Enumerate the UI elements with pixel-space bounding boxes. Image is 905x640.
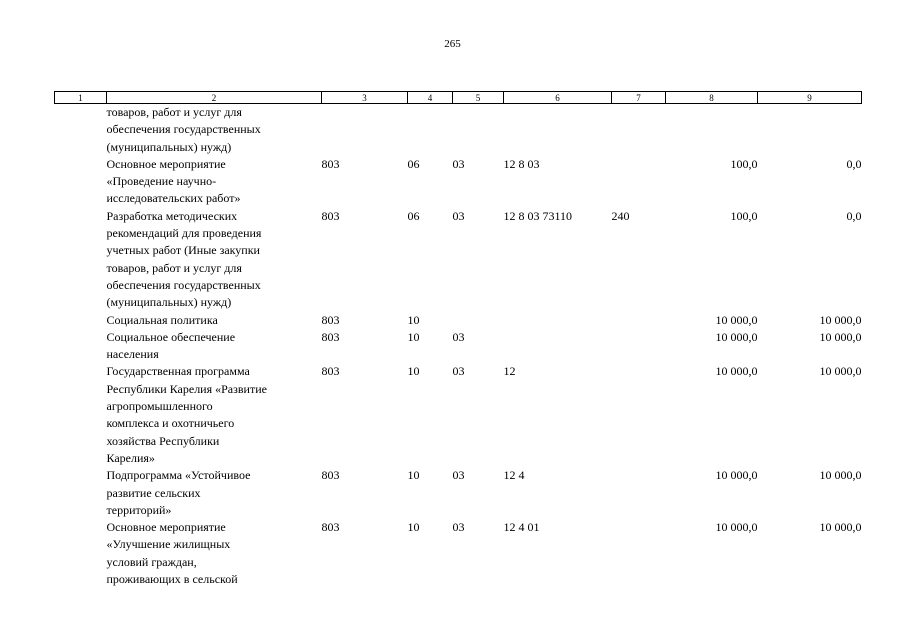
table-row — [55, 104, 862, 156]
cell-section — [408, 104, 453, 156]
cell-subsection: 03 — [452, 208, 465, 223]
cell-c1 — [55, 104, 107, 156]
cell-c1 — [55, 329, 107, 364]
cell-amount-col8: 10 000,0 — [715, 520, 758, 535]
row-name: Разработка методических рекомендаций для проведения учетных работ (Иные закупки товаров, работ и услуг для обеспечения государственных (муниципальных) нужд) — [106, 208, 262, 310]
cell-c1 — [55, 363, 107, 467]
cell-c1 — [55, 156, 107, 208]
cell-target-article: 12 8 03 — [503, 156, 540, 171]
page-number: 265 — [444, 38, 461, 50]
table-row — [55, 208, 862, 312]
cell-ministry-code: 803 — [321, 156, 340, 171]
cell-subsection: 03 — [452, 329, 465, 344]
table-row — [55, 329, 862, 364]
cell-c1 — [55, 467, 107, 519]
table-row — [55, 363, 862, 467]
cell-section: 10 — [407, 312, 420, 327]
cell-target-article: 12 4 — [503, 468, 525, 483]
column-header: 9 — [758, 92, 862, 104]
cell-target-article — [504, 329, 612, 364]
cell-expense-type — [612, 156, 666, 208]
cell-amount-col9: 10 000,0 — [819, 329, 862, 344]
cell-expense-type — [612, 467, 666, 519]
cell-section: 10 — [407, 329, 420, 344]
cell-ministry-code: 803 — [321, 520, 340, 535]
cell-c1 — [55, 312, 107, 329]
cell-target-article: 12 — [503, 364, 516, 379]
row-name: Социальное обеспечение населения — [106, 329, 236, 362]
row-name: Подпрограмма «Устойчивое развитие сельских территорий» — [106, 468, 251, 517]
cell-expense-type — [612, 312, 666, 329]
cell-amount-col8: 10 000,0 — [715, 329, 758, 344]
row-name: Социальная политика — [106, 312, 218, 327]
cell-amount-col9: 10 000,0 — [819, 520, 862, 535]
cell-subsection — [453, 312, 504, 329]
column-number-row — [55, 92, 862, 104]
cell-amount-col8: 100,0 — [730, 208, 758, 223]
cell-amount-col9 — [758, 104, 862, 156]
column-header: 7 — [612, 92, 666, 104]
cell-amount-col8: 10 000,0 — [715, 364, 758, 379]
cell-amount-col9: 10 000,0 — [819, 364, 862, 379]
cell-ministry-code: 803 — [321, 329, 340, 344]
column-header: 6 — [504, 92, 612, 104]
column-header: 5 — [453, 92, 504, 104]
column-header: 2 — [107, 92, 322, 104]
cell-section: 10 — [407, 468, 420, 483]
cell-ministry-code: 803 — [321, 364, 340, 379]
table-row — [55, 467, 862, 519]
cell-amount-col9: 10 000,0 — [819, 312, 862, 327]
cell-expense-type — [612, 329, 666, 364]
table-body — [55, 104, 862, 589]
cell-target-article — [504, 104, 612, 156]
cell-ministry-code: 803 — [321, 312, 340, 327]
cell-expense-type — [612, 519, 666, 588]
cell-expense-type — [612, 104, 666, 156]
cell-ministry-code: 803 — [321, 468, 340, 483]
cell-subsection: 03 — [452, 520, 465, 535]
cell-section: 10 — [407, 520, 420, 535]
table-row — [55, 519, 862, 588]
cell-amount-col8: 10 000,0 — [715, 312, 758, 327]
cell-c1 — [55, 208, 107, 312]
cell-amount-col8: 10 000,0 — [715, 468, 758, 483]
cell-amount-col9: 10 000,0 — [819, 468, 862, 483]
cell-section: 06 — [407, 156, 420, 171]
cell-expense-type: 240 — [611, 208, 630, 223]
cell-subsection: 03 — [452, 468, 465, 483]
column-header: 4 — [408, 92, 453, 104]
cell-amount-col9: 0,0 — [846, 156, 862, 171]
cell-target-article — [504, 312, 612, 329]
cell-expense-type — [612, 363, 666, 467]
row-name: Государственная программа Республики Карелия «Развитие агропромышленного комплекса и охотничьего хозяйства Республики Карелия» — [106, 364, 267, 465]
cell-subsection — [453, 104, 504, 156]
table-row — [55, 312, 862, 329]
row-name: Основное мероприятие «Проведение научно- исследовательских работ» — [106, 156, 241, 206]
cell-c1 — [55, 519, 107, 588]
row-name: товаров, работ и услуг для обеспечения государственных (муниципальных) нужд) — [106, 105, 261, 154]
cell-target-article: 12 4 01 — [503, 520, 540, 535]
budget-table — [54, 91, 862, 588]
cell-subsection: 03 — [452, 156, 465, 171]
cell-ministry-code: 803 — [321, 208, 340, 223]
cell-amount-col9: 0,0 — [846, 208, 862, 223]
row-name: Основное мероприятие «Улучшение жилищных условий граждан, проживающих в сельской — [106, 520, 238, 587]
column-header: 1 — [55, 92, 107, 104]
cell-amount-col8: 100,0 — [730, 156, 758, 171]
cell-section: 06 — [407, 208, 420, 223]
column-header: 3 — [322, 92, 408, 104]
cell-target-article: 12 8 03 73110 — [503, 208, 573, 223]
cell-subsection: 03 — [452, 364, 465, 379]
column-header: 8 — [666, 92, 758, 104]
cell-ministry-code — [322, 104, 408, 156]
cell-section: 10 — [407, 364, 420, 379]
cell-amount-col8 — [666, 104, 758, 156]
table-row — [55, 156, 862, 208]
